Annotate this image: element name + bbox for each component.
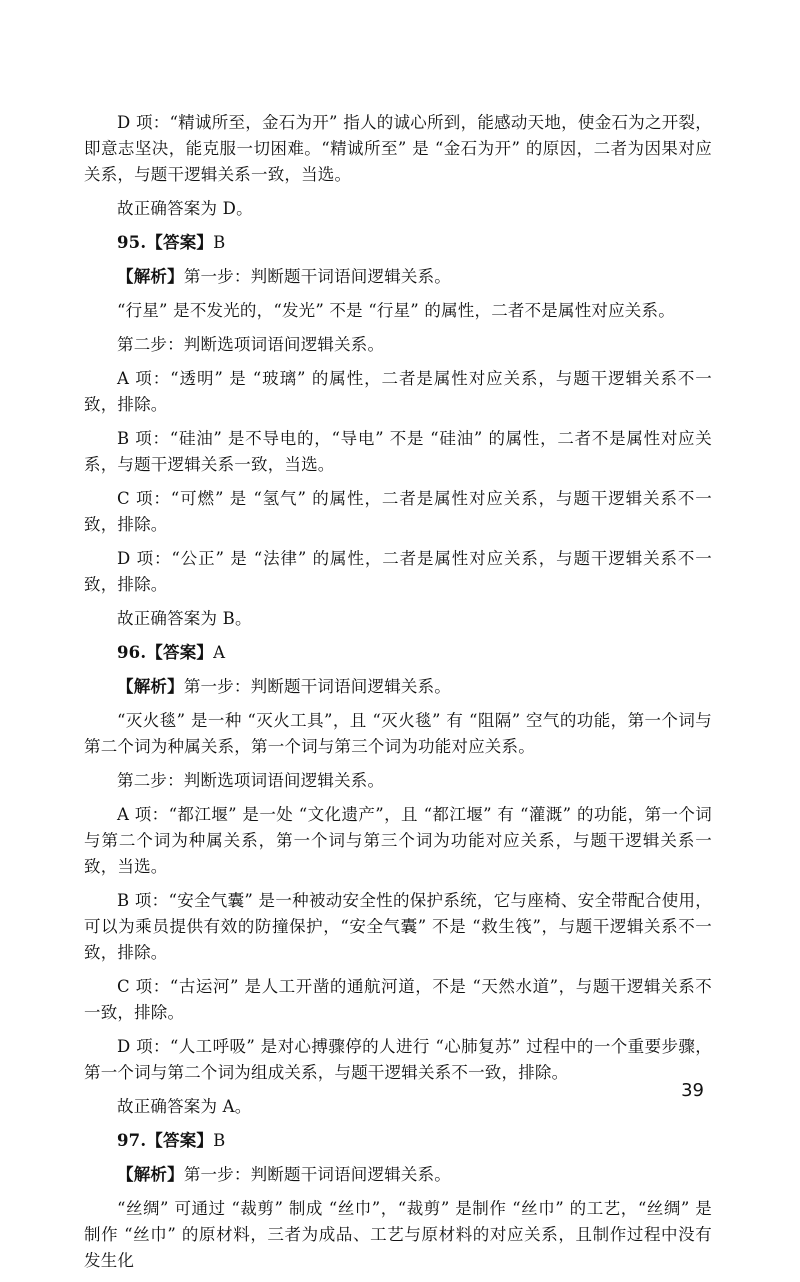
paragraph <box>84 196 712 222</box>
paragraph <box>84 366 712 418</box>
paragraph <box>84 264 712 290</box>
paragraph-text: 故正确答案为 A。 <box>117 1097 252 1116</box>
paragraph <box>84 708 712 760</box>
paragraph <box>84 298 712 324</box>
paragraph-label: 【解析】 <box>117 677 184 696</box>
paragraph-text: “丝绸” 可通过 “裁剪” 制成 “丝巾”，“裁剪” 是制作 “丝巾” 的工艺，“丝绸” 是制作 “丝巾” 的原材料，三者为成品、工艺与原材料的对应关系，且制作过程中没有发生化 <box>84 1199 712 1270</box>
paragraph <box>84 606 712 632</box>
paragraph-text: A 项：“透明” 是 “玻璃” 的属性，二者是属性对应关系，与题干逻辑关系不一致，排除。 <box>84 369 712 414</box>
paragraph-text: D 项：“公正” 是 “法律” 的属性，二者是属性对应关系，与题干逻辑关系不一致，排除。 <box>84 549 712 594</box>
paragraph <box>84 1162 712 1188</box>
page-number: 39 <box>681 1080 704 1101</box>
paragraph <box>84 802 712 880</box>
paragraph-text: B 项：“硅油” 是不导电的，“导电” 不是 “硅油” 的属性，二者不是属性对应关系，与题干逻辑关系一致，当选。 <box>84 429 712 474</box>
paragraph <box>84 1128 712 1154</box>
paragraph-label: 【解析】 <box>117 267 184 286</box>
paragraph-text: B 项：“安全气囊” 是一种被动安全性的保护系统，它与座椅、安全带配合使用，可以为乘员提供有效的防撞保护，“安全气囊” 不是 “救生筏”，与题干逻辑关系不一致，排除。 <box>84 891 712 962</box>
paragraph-text: C 项：“古运河” 是人工开凿的通航河道，不是 “天然水道”，与题干逻辑关系不一致，排除。 <box>84 977 712 1022</box>
paragraph-label: 96.【答案】 <box>117 643 214 662</box>
paragraph <box>84 230 712 256</box>
paragraph-text: “行星” 是不发光的，“发光” 不是 “行星” 的属性，二者不是属性对应关系。 <box>117 301 675 320</box>
paragraph-text: “灭火毯” 是一种 “灭火工具”，且 “灭火毯” 有 “阻隔” 空气的功能，第一个词与第二个词为种属关系，第一个词与第三个词为功能对应关系。 <box>84 711 712 756</box>
paragraph-text: 第一步：判断题干词语间逻辑关系。 <box>183 677 452 696</box>
paragraph <box>84 1034 712 1086</box>
paragraph-text: A <box>213 643 226 662</box>
paragraph-text: 第一步：判断题干词语间逻辑关系。 <box>183 1165 452 1184</box>
paragraph <box>84 486 712 538</box>
paragraph-label: 【解析】 <box>117 1165 184 1184</box>
paragraph <box>84 888 712 966</box>
paragraph-text: D 项：“精诚所至，金石为开” 指人的诚心所到，能感动天地，使金石为之开裂，即意志坚决，能克服一切困难。“精诚所至” 是 “金石为开” 的原因，二者为因果对应关系，与题干逻辑关系一致，当选。 <box>84 113 712 184</box>
paragraph-text: 故正确答案为 D。 <box>117 199 253 218</box>
paragraph-text: 第二步：判断选项词语间逻辑关系。 <box>117 335 385 354</box>
paragraph <box>84 674 712 700</box>
paragraph-text: A 项：“都江堰” 是一处 “文化遗产”，且 “都江堰” 有 “灌溉” 的功能，第一个词与第二个词为种属关系，第一个词与第三个词为功能对应关系，与题干逻辑关系一致，当选。 <box>84 805 712 876</box>
paragraph <box>84 1094 712 1120</box>
paragraph <box>84 546 712 598</box>
paragraph <box>84 768 712 794</box>
paragraph <box>84 640 712 666</box>
paragraph-text: 第一步：判断题干词语间逻辑关系。 <box>183 267 452 286</box>
paragraph-text: 第二步：判断选项词语间逻辑关系。 <box>117 771 385 790</box>
paragraph-label: 95.【答案】 <box>117 233 214 252</box>
page-body <box>84 110 712 1282</box>
paragraph <box>84 332 712 358</box>
paragraph <box>84 426 712 478</box>
paragraph-text: C 项：“可燃” 是 “氢气” 的属性，二者是属性对应关系，与题干逻辑关系不一致，排除。 <box>84 489 712 534</box>
paragraph-text: B <box>213 233 226 252</box>
paragraph-text: 故正确答案为 B。 <box>117 609 252 628</box>
paragraph-label: 97.【答案】 <box>117 1131 214 1150</box>
paragraph-text: B <box>213 1131 226 1150</box>
paragraph-text: D 项：“人工呼吸” 是对心搏骤停的人进行 “心肺复苏” 过程中的一个重要步骤，第一个词与第二个词为组成关系，与题干逻辑关系不一致，排除。 <box>84 1037 712 1082</box>
paragraph <box>84 1196 712 1274</box>
paragraph <box>84 974 712 1026</box>
paragraph <box>84 110 712 188</box>
